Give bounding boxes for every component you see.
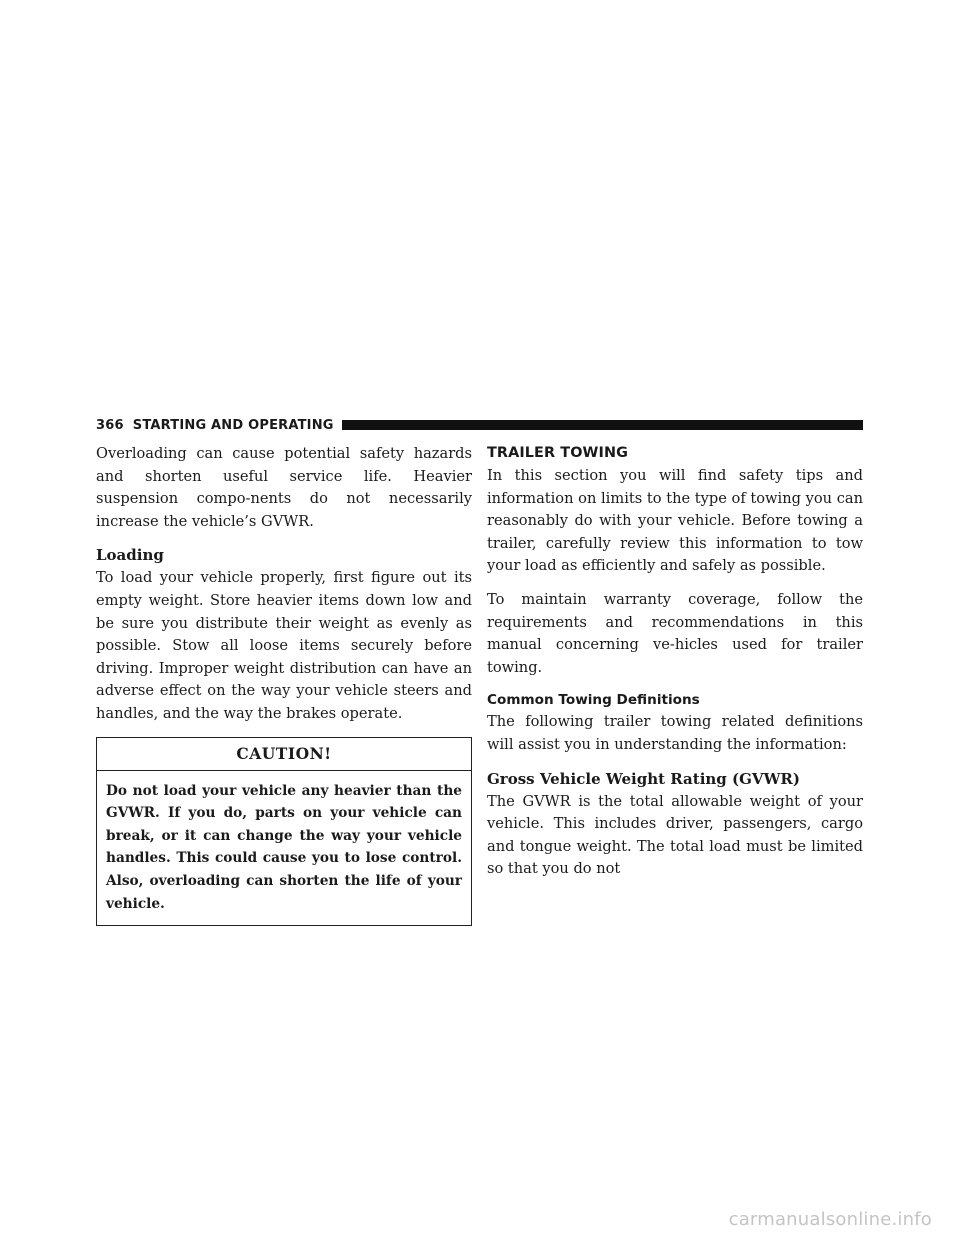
caution-title: CAUTION!: [97, 738, 471, 771]
caution-box: [96, 737, 472, 927]
right-column: [487, 443, 863, 892]
loading-paragraph: To load your vehicle properly, first figure out its empty weight. Store heavier items down low and be sure you distribute their weight as evenly as possible. Stow all loose items securely before driving. Improper weight distribution can have an adverse effect on the way your vehicle steers and handles, and the way the brakes operate.: [96, 569, 472, 722]
intro-paragraph: Overloading can cause potential safety hazards and shorten useful service life. Heavier suspension compo-nents do not necessarily increase the vehicle’s GVWR.: [96, 445, 472, 530]
definitions-heading: Common Towing Definitions: [487, 692, 700, 709]
caution-body: Do not load your vehicle any heavier than the GVWR. If you do, parts on your vehicle can break, or it can change the way your vehicle handles. This could cause you to lose control. Also, overloading can shorten the life of your vehicle.: [106, 782, 462, 912]
page-header: [96, 414, 863, 436]
left-column: [96, 443, 472, 926]
trailer-towing-heading: TRAILER TOWING: [487, 445, 629, 461]
towing-intro-paragraph: In this section you will find safety tips and information on limits to the type of towing you can reasonably do with your vehicle. Before towing a trailer, carefully review this information to tow your load as efficiently and safely as possible.: [487, 467, 863, 575]
definitions-paragraph: The following trailer towing related definitions will assist you in understanding the information:: [487, 713, 863, 753]
running-title: STARTING AND OPERATING: [132, 417, 334, 433]
gvwr-heading: Gross Vehicle Weight Rating (GVWR): [487, 769, 800, 788]
warranty-paragraph: To maintain warranty coverage, follow the requirements and recommendations in this manual concerning ve-hicles used for trailer towing.: [487, 590, 863, 676]
loading-heading: Loading: [96, 546, 164, 565]
watermark: carmanualsonline.info: [728, 1209, 932, 1230]
page-number: 366: [96, 417, 124, 433]
gvwr-paragraph: The GVWR is the total allowable weight of your vehicle. This includes driver, passengers, cargo and tongue weight. The total load must be limited so that you do not: [487, 792, 863, 878]
header-rule: [342, 420, 863, 430]
